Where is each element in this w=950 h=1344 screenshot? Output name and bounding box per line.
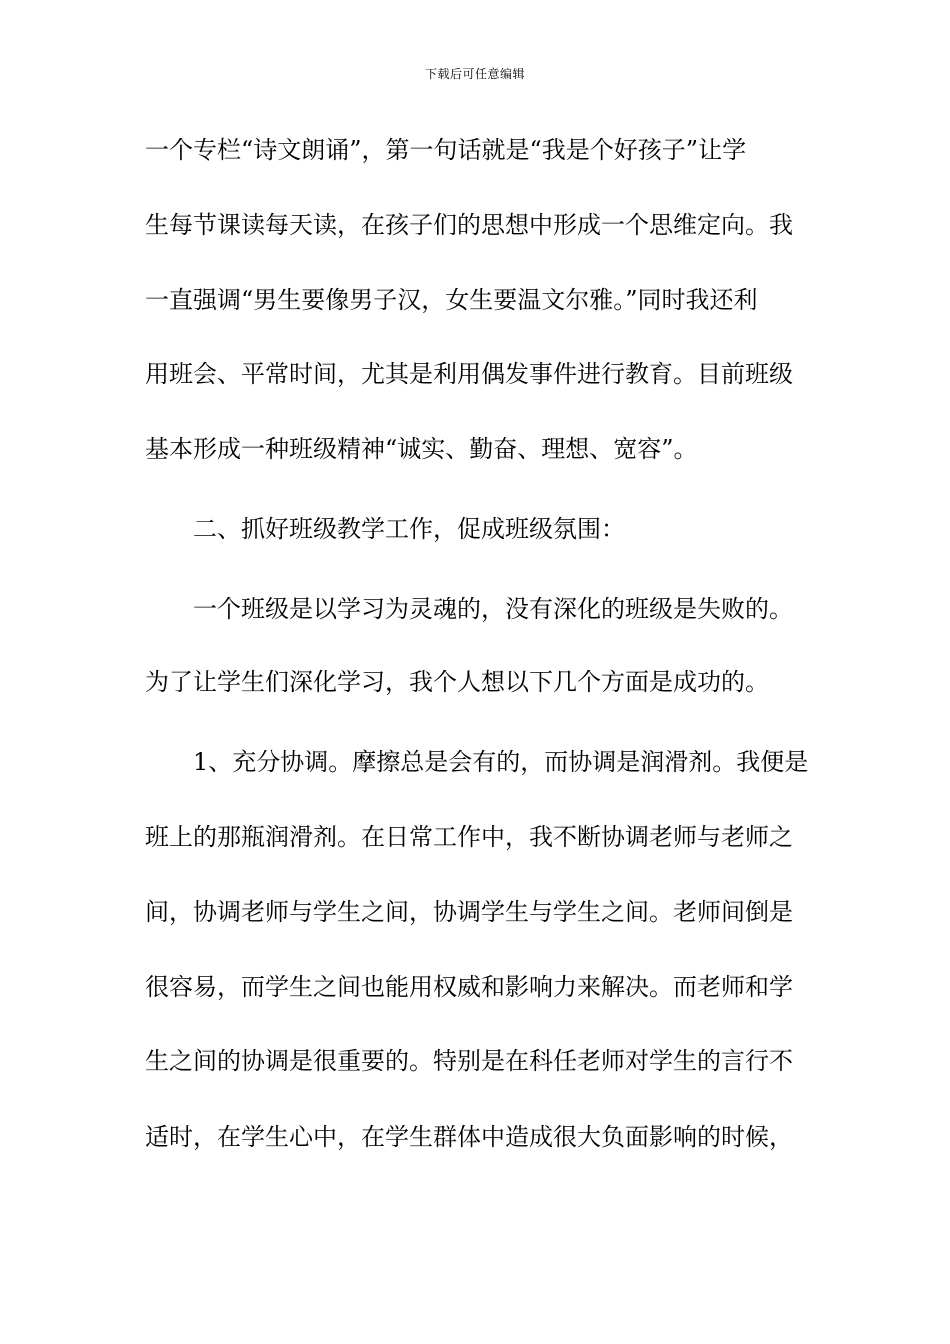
- text-line: 间，协调老师与学生之间，协调学生与学生之间。老师间倒是: [145, 898, 793, 926]
- text-line: 基本形成一种班级精神“诚实、勤奋、理想、宽容”。: [145, 435, 698, 463]
- section-heading: 二、抓好班级教学工作，促成班级氛围：: [193, 515, 625, 543]
- text-line: 班上的那瓶润滑剂。在日常工作中，我不断协调老师与老师之: [145, 823, 793, 851]
- text-line: 适时，在学生心中，在学生群体中造成很大负面影响的时候，: [145, 1123, 793, 1151]
- text-line: 一直强调“男生要像男子汉，女生要温文尔雅。”同时我还利: [145, 286, 758, 314]
- text-line: 很容易，而学生之间也能用权威和影响力来解决。而老师和学: [145, 973, 793, 1001]
- paragraph-first-line: 一个班级是以学习为灵魂的，没有深化的班级是失败的。: [193, 595, 793, 623]
- page-header-note: 下载后可任意编辑: [424, 67, 525, 81]
- paragraph-first-line: 1、充分协调。摩擦总是会有的，而协调是润滑剂。我便是: [193, 748, 809, 776]
- text-line: 一个专栏“诗文朗诵”，第一句话就是“我是个好孩子”让学: [145, 136, 747, 164]
- text-line: 用班会、平常时间，尤其是利用偶发事件进行教育。目前班级: [145, 360, 793, 388]
- text-line: 生之间的协调是很重要的。特别是在科任老师对学生的言行不: [145, 1047, 793, 1075]
- text-line: 为了让学生们深化学习，我个人想以下几个方面是成功的。: [145, 668, 769, 696]
- text-line: 生每节课读每天读，在孩子们的思想中形成一个思维定向。我: [145, 211, 793, 239]
